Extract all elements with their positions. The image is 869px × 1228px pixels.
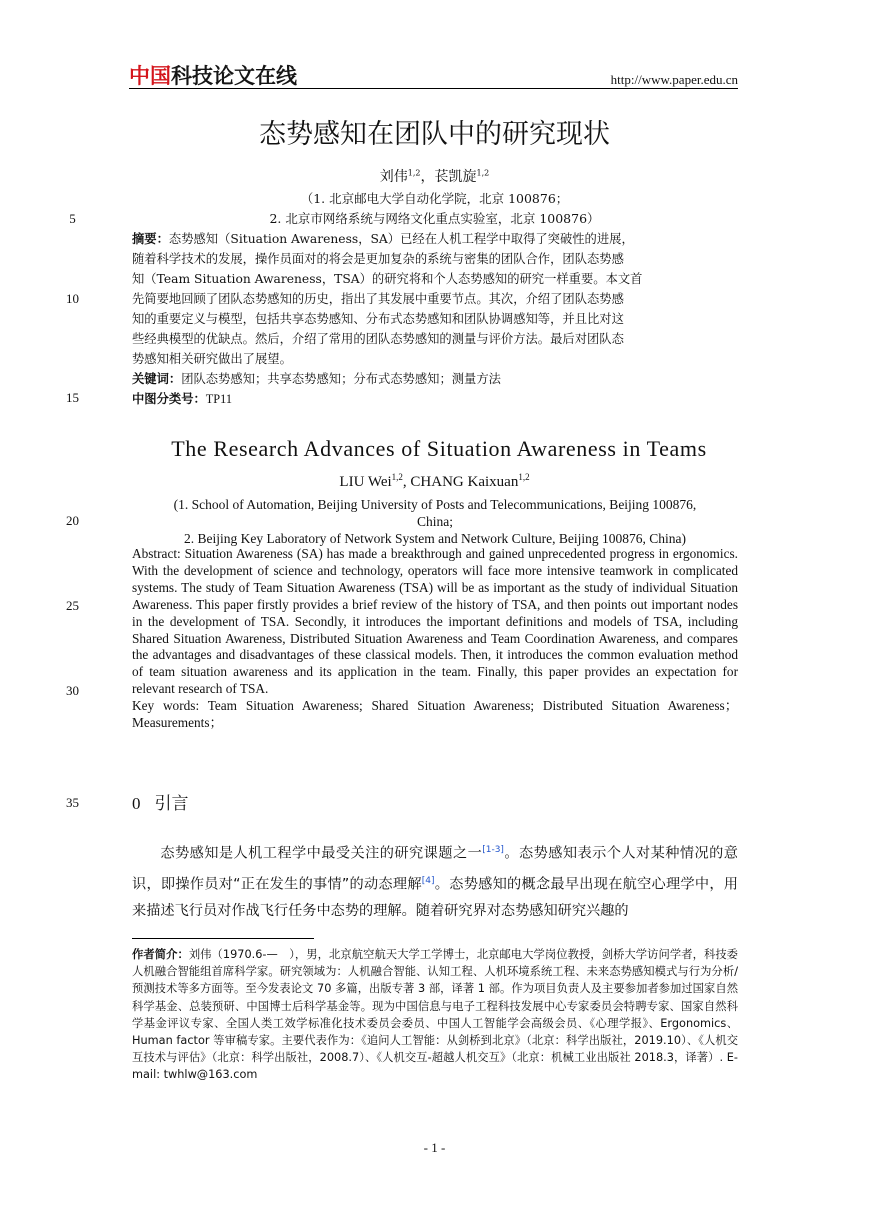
abstract-en-text: Abstract: Situation Awareness (SA) has made a breakthrough and gained unprecedented progress in ergonomics. With the development of science and technology, operators will face more intensive teamwork in complicated systems. The study of Team Situation Awareness (TSA) will be as important as the study of individual Situation Awareness. This paper firstly provides a brief review of the history of TSA, and then points out important nodes in the development of TSA. Secondly, it introduces the important definitions and models of TSA, including Shared Situation Awareness, Distributed Situation Awareness and Team Coordination Awareness, and compares the advantages and disadvantages of these classical models. Then, it introduces the common evaluation method of team situation awareness and its application in the team. Finally, this paper provides an expectation for relevant research of TSA. [132, 546, 738, 697]
line-number-30: 30 [66, 683, 79, 698]
line-number-15: 15 [66, 390, 79, 405]
abstract-cn-line-1 [132, 229, 738, 249]
authors-cn [0, 166, 869, 186]
keywords-cn [132, 369, 738, 389]
author-sep-en: , [402, 474, 411, 490]
author2-en-sup: 1,2 [518, 472, 530, 482]
affiliation-cn-1: （1. 北京邮电大学自动化学院，北京 100876； [300, 191, 569, 206]
abstract-cn-line-4: 先简要地回顾了团队态势感知的历史，指出了其发展中重要节点。其次，介绍了团队态势感 [132, 292, 624, 306]
abstract-cn-line-7: 势感知相关研究做出了展望。 [132, 352, 292, 366]
abstract-cn-text: 态势感知（Situation Awareness，SA）已经在人机工程学中取得了突破性的进展， [168, 232, 634, 246]
abstract-cn [132, 229, 738, 409]
abstract-cn-line-5: 知的重要定义与模型，包括共享态势感知、分布式态势感知和团队协调感知等，并且比对这 [132, 312, 624, 326]
header-rule [129, 88, 738, 89]
classification-cn [132, 389, 738, 409]
section-heading [132, 789, 189, 814]
footnote-label: 作者简介： [132, 948, 189, 961]
body-text-a: 态势感知是人机工程学中最受关注的研究课题之一 [160, 845, 483, 862]
abstract-en [132, 546, 738, 732]
line-number-20: 20 [66, 513, 79, 528]
line-number-10: 10 [66, 291, 79, 306]
author2-cn-sup: 1,2 [476, 168, 490, 178]
author2-en: CHANG Kaixuan [410, 474, 519, 490]
author-footnote [132, 946, 738, 1084]
logo-red-text: 中国 [129, 64, 171, 88]
author1-en-sup: 1,2 [391, 472, 403, 482]
paper-title-en: The Research Advances of Situation Awareness in Teams [171, 436, 707, 461]
line-number-5: 5 [69, 211, 76, 226]
citation-link-1[interactable]: [1-3] [482, 845, 504, 855]
section-number: 0 [132, 794, 141, 813]
affiliation-en-1a: (1. School of Automation, Beijing University of Posts and Telecommunications, Beijing 100876, [173, 497, 697, 512]
body-text-b: 。态势感知表示个人对某种情况的意识，即操作员对“正在发生的事情”的动态理解 [132, 845, 738, 893]
author-sep-cn: ， [420, 169, 435, 185]
body-paragraph [132, 837, 738, 925]
keywords-en: Key words: Team Situation Awareness; Shared Situation Awareness; Distributed Situation Awareness；Measurements； [132, 698, 738, 731]
affiliation-en-1b: China; [417, 514, 453, 529]
header-url[interactable]: http://www.paper.edu.cn [610, 72, 738, 87]
logo-black-text: 科技论文在线 [171, 64, 297, 88]
affiliation-en-2: 2. Beijing Key Laboratory of Network System and Network Culture, Beijing 100876, China) [183, 531, 687, 546]
author1-cn: 刘伟 [379, 169, 408, 185]
section-title: 引言 [154, 794, 189, 814]
authors-en [0, 472, 869, 491]
author2-cn: 苌凯旋 [434, 169, 477, 185]
citation-link-2[interactable]: [4] [421, 875, 435, 886]
classification-label: 中图分类号： [132, 392, 206, 406]
keywords-cn-text: 团队态势感知；共享态势感知；分布式态势感知；测量方法 [181, 372, 501, 386]
author1-cn-sup: 1,2 [407, 168, 421, 178]
page-number: - 1 - [423, 1140, 446, 1155]
abstract-cn-line-6: 些经典模型的优缺点。然后，介绍了常用的团队态势感知的测量与评价方法。最后对团队态 [132, 332, 624, 346]
classification-value: TP11 [205, 392, 232, 406]
footnote-text: 刘伟（1970.6-— ），男，北京航空航天大学工学博士，北京邮电大学岗位教授，剑桥大学访问学者，科技委人机融合智能组首席科学家。研究领域为：人机融合智能、认知工程、人机环境系统工程、未来态势感知模式与行为分析/预测技术等多方面等。至今发表论文 70 多篇，出版专著 3 部，译著 1 部。作为项目负责人及主要参加者参加过国家自然科学基金、总装预研、中国博士后科学基金等。现为中国信息与电子工程科技发展中心专家委员会特聘专家、国家自然科学基金评议专家、全国人类工效学标准化技术委员会委员、中国人工智能学会高级会员、《心理学报》、Ergonomics、Human factor 等审稿专家。主要代表作为：《追问人工智能：从剑桥到北京》（北京：科学出版社，2019.10）、《人机交互技术与评估》（北京：科学出版社，2008.7）、《人机交互-超越人机交互》（北京：机械工业出版社 2018.3，译著）. E-mail: twhlw@163.com [132, 948, 738, 1082]
line-number-35: 35 [66, 795, 79, 810]
abstract-cn-line-3: 知（Team Situation Awareness，TSA）的研究将和个人态势感知的研究一样重要。本文首 [132, 272, 643, 286]
body-text-c: 。态势感知的概念最早出现在航空心理学中，用来描述飞行员对作战飞行任务中态势的理解。随着研究界对态势感知研究兴趣的 [132, 876, 738, 920]
abstract-cn-label: 摘要： [132, 232, 169, 246]
keywords-cn-label: 关键词： [132, 372, 182, 386]
author1-en: LIU Wei [339, 474, 392, 490]
affiliation-cn-2: 2. 北京市网络系统与网络文化重点实验室，北京 100876） [269, 211, 600, 226]
abstract-cn-line-2: 随着科学技术的发展，操作员面对的将会是更加复杂的系统与密集的团队合作，团队态势感 [132, 252, 624, 266]
paper-title-cn: 态势感知在团队中的研究现状 [259, 119, 610, 150]
line-number-25: 25 [66, 598, 79, 613]
site-logo [129, 62, 297, 90]
footnote-rule [132, 938, 314, 939]
